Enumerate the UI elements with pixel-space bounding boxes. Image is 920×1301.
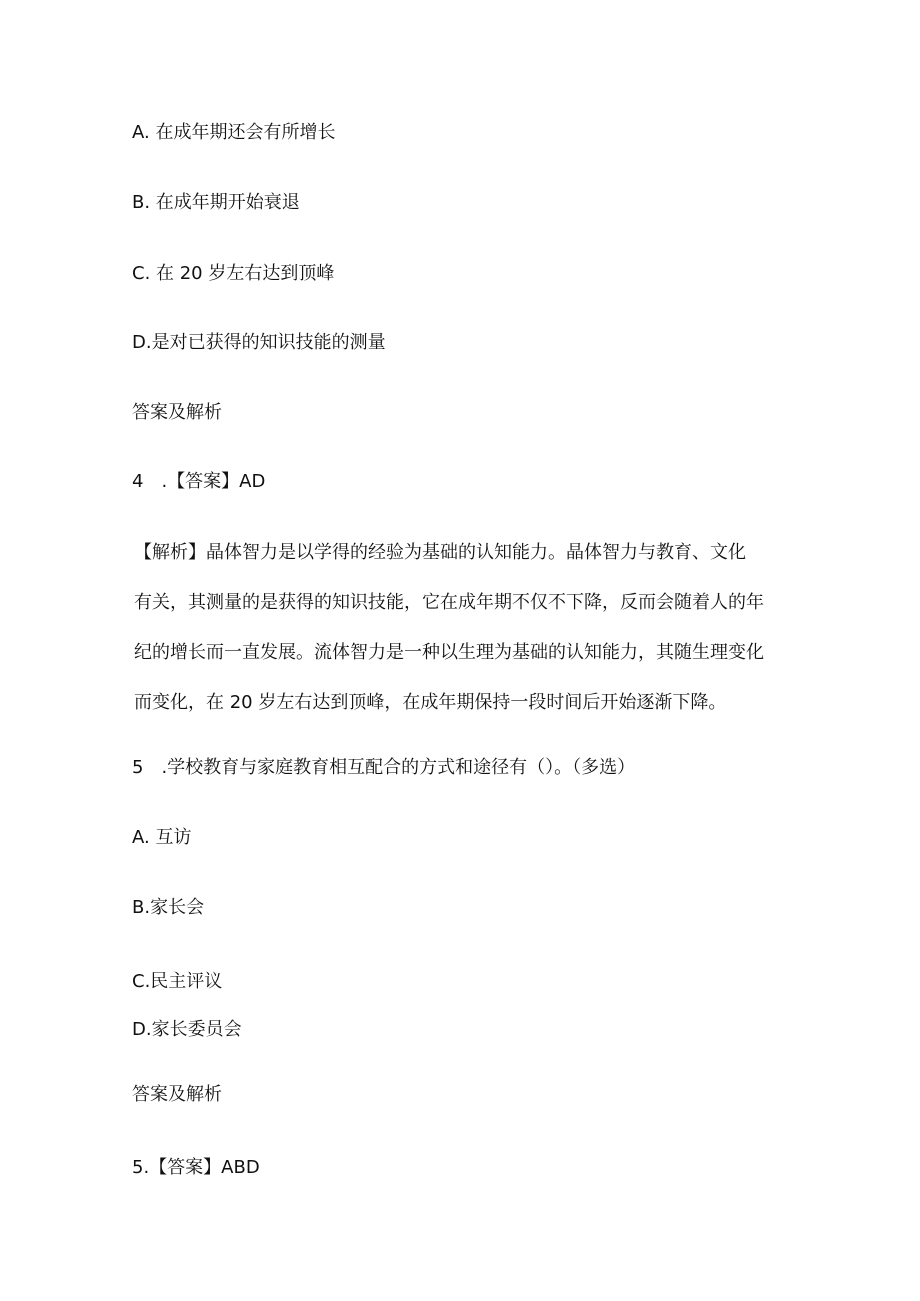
q4-explanation xyxy=(134,528,794,728)
q5-option-b: B.家长会 xyxy=(132,897,205,918)
q4-answer: 4 .【答案】AD xyxy=(132,471,266,492)
explanation-line: 【解析】晶体智力是以学得的经验为基础的认知能力。晶体智力与教育、文化 xyxy=(134,542,746,563)
q4-option-c: C. 在 20 岁左右达到顶峰 xyxy=(132,263,335,284)
q4-option-a: A. 在成年期还会有所增长 xyxy=(132,122,336,143)
q4-option-b: B. 在成年期开始衰退 xyxy=(132,192,300,213)
explanation-line: 而变化，在 20 岁左右达到顶峰，在成年期保持一段时间后开始逐渐下降。 xyxy=(134,692,727,713)
q5-answer-heading: 答案及解析 xyxy=(132,1084,222,1105)
q5-option-c: C.民主评议 xyxy=(132,971,223,992)
q4-answer-heading: 答案及解析 xyxy=(132,402,222,423)
explanation-line: 纪的增长而一直发展。流体智力是一种以生理为基础的认知能力，其随生理变化 xyxy=(134,642,764,663)
explanation-line: 有关，其测量的是获得的知识技能，它在成年期不仅不下降，反而会随着人的年 xyxy=(134,592,764,613)
q5-option-d: D.家长委员会 xyxy=(132,1019,242,1040)
q5-option-a: A. 互访 xyxy=(132,827,192,848)
q5-answer: 5.【答案】ABD xyxy=(132,1157,260,1178)
q5-question: 5 .学校教育与家庭教育相互配合的方式和途径有（）。（多选） xyxy=(132,757,636,778)
q4-option-d: D.是对已获得的知识技能的测量 xyxy=(132,332,386,353)
